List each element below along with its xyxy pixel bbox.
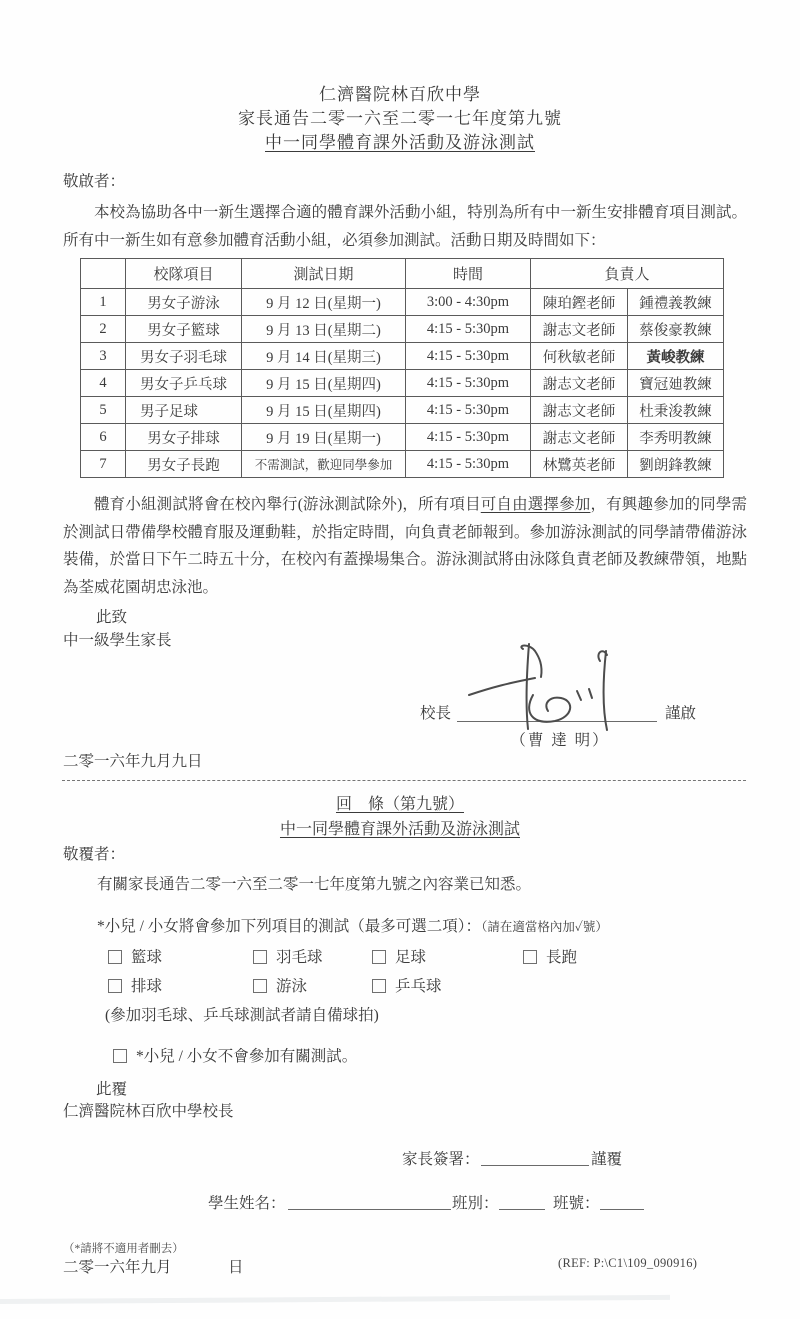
- cell-time: 4:15 - 5:30pm: [406, 343, 531, 370]
- table-row: [81, 343, 724, 370]
- option-label: 足球: [395, 949, 427, 966]
- cell-teacher: 何秋敏老師: [531, 343, 628, 370]
- cell-item: 男女子排球: [126, 424, 242, 451]
- cell-coach: 杜秉浚教練: [628, 397, 724, 424]
- letter-closing: 此致: [96, 609, 128, 626]
- cell-date: 9 月 12 日(星期一): [242, 289, 406, 316]
- reply-date-prefix: 二零一六年九月: [63, 1259, 172, 1276]
- table-row: [81, 451, 724, 478]
- table-row: [81, 289, 724, 316]
- reply-subject: [0, 816, 800, 839]
- option-decline: [113, 1044, 357, 1066]
- cell-time: 4:15 - 5:30pm: [406, 316, 531, 343]
- parent-sign-label: 家長簽署：: [402, 1151, 480, 1168]
- cell-item: 男女子游泳: [126, 289, 242, 316]
- class-label: 班別：: [452, 1195, 499, 1212]
- football-checkbox[interactable]: [372, 950, 386, 964]
- cell-teacher: 陳珀鏗老師: [531, 289, 628, 316]
- long-distance-checkbox[interactable]: [523, 950, 537, 964]
- reference-code: (REF: P:\C1\109_090916): [558, 1256, 698, 1270]
- racket-note: (參加羽毛球、乒乓球測試者請自備球拍): [105, 1007, 379, 1024]
- details-post: ，有興趣參加的同學需於測試日帶備學校體育服及運動鞋，於指定時間，向負責老師報到。參加游泳測試的同學請帶備游泳裝備，於當日下午二時五十分，在校內有蓋操場集合。游泳測試將由泳隊負責老師及教練帶領，地點為荃威花園胡忠泳池。: [63, 496, 747, 596]
- reply-date-suffix: 日: [228, 1259, 244, 1276]
- salutation: 敬啟者：: [63, 173, 126, 190]
- table-tennis-checkbox[interactable]: [372, 979, 386, 993]
- cell-no: 7: [81, 451, 126, 478]
- reply-acknowledgement: 有關家長通告二零一六至二零一七年度第九號之內容業已知悉。: [97, 876, 532, 893]
- choose-line-hint: （請在適當格內加✓號）: [481, 920, 608, 934]
- reply-closing: 此覆: [96, 1081, 128, 1098]
- reply-addressee: 仁濟醫院林百欣中學校長: [63, 1103, 234, 1120]
- header-item: 校隊項目: [126, 259, 242, 289]
- principal-label: 校長: [420, 705, 452, 722]
- cell-item: 男女子乒乓球: [126, 370, 242, 397]
- cell-coach: 寶冠廸教練: [628, 370, 724, 397]
- student-name-label: 學生姓名：: [208, 1195, 286, 1212]
- delete-note: （*請將不適用者刪去）: [63, 1243, 184, 1255]
- cell-item: 男子足球: [126, 397, 242, 424]
- cell-coach: 蔡俊豪教練: [628, 316, 724, 343]
- notice-subject: [0, 128, 800, 153]
- option-label: 籃球: [131, 949, 163, 966]
- class-field[interactable]: [499, 1190, 545, 1210]
- cell-date: 9 月 13 日(星期二): [242, 316, 406, 343]
- table-header-row: [81, 259, 724, 289]
- schedule-table: [80, 258, 724, 478]
- cell-item: 男女子長跑: [126, 451, 242, 478]
- cell-no: 5: [81, 397, 126, 424]
- details-underlined: 可自由選擇參加: [480, 496, 591, 513]
- cell-teacher: 謝志文老師: [531, 397, 628, 424]
- intro-paragraph: 本校為協助各中一新生選擇合適的體育課外活動小組，特別為所有中一新生安排體育項目測試。所有中一新生如有意參加體育活動小組，必須參加測試。活動日期及時間如下：: [63, 204, 747, 249]
- table-row: [81, 397, 724, 424]
- tear-off-separator: [62, 780, 746, 781]
- cell-time: 4:15 - 5:30pm: [406, 424, 531, 451]
- header-time: 時間: [406, 259, 531, 289]
- parent-signature-field[interactable]: [481, 1146, 589, 1166]
- class-no-field[interactable]: [600, 1190, 644, 1210]
- cell-time: 4:15 - 5:30pm: [406, 370, 531, 397]
- school-name: 仁濟醫院林百欣中學: [319, 85, 481, 104]
- principal-signature: [465, 643, 650, 731]
- swimming-checkbox[interactable]: [253, 979, 267, 993]
- cell-coach: 黃峻教練: [628, 343, 724, 370]
- cell-no: 3: [81, 343, 126, 370]
- option-label: 羽毛球: [276, 949, 323, 966]
- scan-edge-artifact: [0, 1295, 670, 1304]
- cell-time: 4:15 - 5:30pm: [406, 451, 531, 478]
- table-row: [81, 316, 724, 343]
- cell-time: 4:15 - 5:30pm: [406, 397, 531, 424]
- details-pre: 體育小組測試將會在校內舉行(游泳測試除外)，所有項目: [94, 496, 481, 513]
- option-football: [372, 945, 426, 967]
- option-long-distance: [523, 945, 577, 967]
- cell-date: 不需測試，歡迎同學參加: [242, 451, 406, 478]
- cell-date: 9 月 14 日(星期三): [242, 343, 406, 370]
- option-table-tennis: [372, 974, 442, 996]
- volleyball-checkbox[interactable]: [108, 979, 122, 993]
- table-row: [81, 370, 724, 397]
- cell-coach: 鍾禮義教練: [628, 289, 724, 316]
- letter-date: 二零一六年九月九日: [63, 753, 203, 770]
- cell-teacher: 謝志文老師: [531, 370, 628, 397]
- reply-title-text: 回 條（第九號）: [335, 796, 464, 813]
- notice-number: 家長通告二零一六至二零一七年度第九號: [238, 109, 562, 128]
- letter-recipient: 中一級學生家長: [63, 632, 172, 649]
- decline-label: *小兒 / 小女不會參加有關測試。: [136, 1048, 358, 1065]
- principal-respectfully: 謹啟: [665, 705, 697, 722]
- cell-item: 男女子羽毛球: [126, 343, 242, 370]
- notice-subject-text: 中一同學體育課外活動及游泳測試: [265, 133, 535, 152]
- cell-coach: 李秀明教練: [628, 424, 724, 451]
- principal-name: （曹 達 明）: [510, 732, 610, 749]
- reply-salutation: 敬覆者：: [63, 846, 126, 863]
- cell-coach: 劉朗鋒教練: [628, 451, 724, 478]
- badminton-checkbox[interactable]: [253, 950, 267, 964]
- class-no-label: 班號：: [553, 1195, 600, 1212]
- option-volleyball: [108, 974, 162, 996]
- cell-no: 4: [81, 370, 126, 397]
- option-swimming: [253, 974, 307, 996]
- option-label: 游泳: [276, 978, 308, 995]
- decline-checkbox[interactable]: [113, 1049, 127, 1063]
- option-badminton: [253, 945, 323, 967]
- reply-choose-line: [97, 913, 608, 941]
- choose-line-text: *小兒 / 小女將會參加下列項目的測試（最多可選二項）：: [97, 918, 482, 935]
- option-label: 長跑: [546, 949, 578, 966]
- header-date: 測試日期: [242, 259, 406, 289]
- parent-respectfully: 謹覆: [591, 1151, 623, 1168]
- cell-date: 9 月 15 日(星期四): [242, 370, 406, 397]
- cell-no: 6: [81, 424, 126, 451]
- reply-subject-text: 中一同學體育課外活動及游泳測試: [279, 821, 520, 838]
- basketball-checkbox[interactable]: [108, 950, 122, 964]
- cell-teacher: 林鷺英老師: [531, 451, 628, 478]
- reply-title: [0, 791, 800, 814]
- cell-date: 9 月 15 日(星期四): [242, 397, 406, 424]
- details-paragraph: [63, 491, 747, 601]
- cell-time: 3:00 - 4:30pm: [406, 289, 531, 316]
- option-label: 乒乓球: [395, 978, 442, 995]
- table-row: [81, 424, 724, 451]
- header-person: 負責人: [531, 259, 724, 289]
- cell-date: 9 月 19 日(星期一): [242, 424, 406, 451]
- header-index: [81, 259, 126, 289]
- option-label: 排球: [131, 978, 163, 995]
- cell-teacher: 謝志文老師: [531, 316, 628, 343]
- option-basketball: [108, 945, 162, 967]
- cell-item: 男女子籃球: [126, 316, 242, 343]
- cell-no: 1: [81, 289, 126, 316]
- cell-teacher: 謝志文老師: [531, 424, 628, 451]
- student-name-field[interactable]: [288, 1190, 451, 1210]
- cell-no: 2: [81, 316, 126, 343]
